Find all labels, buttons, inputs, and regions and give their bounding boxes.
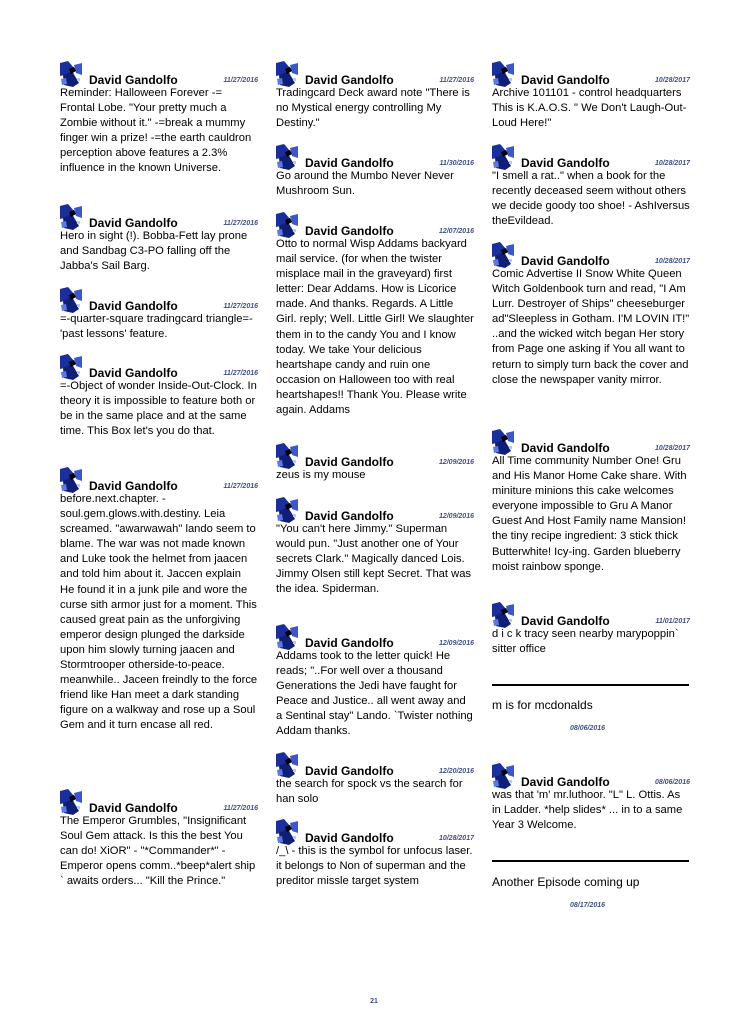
post xyxy=(492,61,690,131)
page-number: 21 xyxy=(370,998,378,1005)
post-date: 11/27/2016 xyxy=(439,77,474,84)
post-author[interactable]: David Gandolfo xyxy=(305,636,394,650)
user-avatar-icon xyxy=(60,287,82,313)
post-author[interactable]: David Gandolfo xyxy=(521,73,610,87)
post-date: 12/09/2016 xyxy=(438,640,474,647)
post-author[interactable]: David Gandolfo xyxy=(521,775,610,789)
post-date: 11/27/2016 xyxy=(223,483,258,490)
post-author[interactable]: David Gandolfo xyxy=(521,441,610,455)
post-date: 10/28/2017 xyxy=(654,77,690,84)
post-author[interactable]: David Gandolfo xyxy=(305,509,394,523)
post xyxy=(276,752,474,807)
user-avatar-icon xyxy=(60,789,82,815)
post xyxy=(492,429,690,575)
user-avatar-icon xyxy=(276,819,298,845)
post-text: was that 'm' mr.luthoor. "L" L. Ottis. As in Ladder. *help slides* ... in to a same Year 3 Welcome. xyxy=(492,789,683,832)
post-date: 10/28/2017 xyxy=(654,258,690,265)
user-avatar-icon xyxy=(60,204,82,230)
section-title[interactable]: m is for mcdonalds xyxy=(492,698,593,712)
post-text: Archive 101101 - control headquarters This is K.A.O.S. " We Don't Laugh-Out-Loud Here!" xyxy=(492,87,687,130)
post-text: "I smell a rat.." when a book for the recently deceased seem without others we decide goody too shoe! - AshIversus theEvildead. xyxy=(492,170,690,228)
post-author[interactable]: David Gandolfo xyxy=(305,831,394,845)
user-avatar-icon xyxy=(492,144,514,170)
post xyxy=(492,242,690,388)
post xyxy=(60,467,258,734)
post-author[interactable]: David Gandolfo xyxy=(89,801,178,815)
post xyxy=(276,497,474,597)
user-avatar-icon xyxy=(276,61,298,87)
post-text: "You can't here Jimmy." Superman would pun. "Just another one of Your secrets Clark." Magically danced Lois. Jimmy Olsen still kept Secret. That was the idea. Spiderman. xyxy=(276,523,472,596)
post-date: 12/09/2016 xyxy=(438,459,474,466)
post-date: 11/30/2016 xyxy=(439,160,474,167)
post-text: Reminder: Halloween Forever -= Frontal Lobe. "Your pretty much a Zombie without it." -=break a mummy finger win a prize! -=the earth cauldron perception above features a 2.3% influence in the known Universe. xyxy=(60,87,252,175)
post xyxy=(276,819,474,889)
user-avatar-icon xyxy=(492,763,514,789)
post xyxy=(276,61,474,131)
post-date: 10/28/2017 xyxy=(654,160,690,167)
post-text: Comic Advertise II Snow White Queen Witch Goldenbook turn and read, "I Am Lurr. Destroyer of Ships" cheeseburger ad"Sleepless in Gotham. I'M LOVIN IT!" ..and the wicked witch began Her story from Page one asking if You all want to return to simply turn back the cover and close the newspaper vanity mirror. xyxy=(492,268,690,386)
post-text: The Emperor Grumbles, "Insignificant Soul Gem attack. Is this the best You can do! XiOR" - "*Commander*" - Emperor opens comm..*beep*alert ship ` awaits orders... "Kill the Prince." xyxy=(60,815,256,888)
post-date: 08/06/2016 xyxy=(654,779,690,786)
user-avatar-icon xyxy=(276,212,298,238)
post-author[interactable]: David Gandolfo xyxy=(305,764,394,778)
post xyxy=(492,602,690,657)
post-author[interactable]: David Gandolfo xyxy=(89,479,178,493)
post-date: 11/27/2016 xyxy=(223,303,258,310)
post-text: d i c k tracy seen nearby marypoppin` sitter office xyxy=(492,628,679,656)
post-author[interactable]: David Gandolfo xyxy=(521,614,610,628)
post xyxy=(60,61,258,177)
post-date: 12/20/2016 xyxy=(438,768,474,775)
post xyxy=(492,144,690,229)
user-avatar-icon xyxy=(276,497,298,523)
user-avatar-icon xyxy=(276,752,298,778)
post-text: before.next.chapter. -soul.gem.glows.with.destiny. Leia screamed. "awarwawah" lando seem to blame. The war was not made known and Luke took the helmet from jaacen and told him about it. Jaccen explain He found it in a junk pile and wore the curse sith armor just for a moment. This caused great pain as the unforgiving emperor design plunged the darkside upon him slowly turning jaacen and Stormtrooper otherside-to-peace. meanwhile.. Jaceen freindly to the force friend like Han meet a dark standing figure on a walkway and rose up a Soul Gem and it turn encase all red. xyxy=(60,493,258,732)
user-avatar-icon xyxy=(492,602,514,628)
post xyxy=(60,287,258,342)
post-author[interactable]: David Gandolfo xyxy=(305,156,394,170)
post-text: the search for spock vs the search for han solo xyxy=(276,778,463,806)
post-author[interactable]: David Gandolfo xyxy=(521,156,610,170)
post xyxy=(60,789,258,889)
post-date: 11/27/2016 xyxy=(223,220,258,227)
user-avatar-icon xyxy=(60,354,82,380)
post-author[interactable]: David Gandolfo xyxy=(89,73,178,87)
post-author[interactable]: David Gandolfo xyxy=(521,254,610,268)
post xyxy=(60,354,258,439)
post-text: /_\ - this is the symbol for unfocus laser. it belongs to Non of superman and the preditor missle target system xyxy=(276,845,473,888)
post-text: zeus is my mouse xyxy=(276,469,366,481)
post-author[interactable]: David Gandolfo xyxy=(305,224,394,238)
section-date: 08/06/2016 xyxy=(570,725,606,732)
post-author[interactable]: David Gandolfo xyxy=(89,366,178,380)
section-divider xyxy=(492,684,689,686)
post-text: =-Object of wonder Inside-Out-Clock. In theory it is impossible to feature both or be in the same place and at the same time. This Box let's you do that. xyxy=(60,380,257,438)
post xyxy=(276,144,474,199)
section-title[interactable]: Another Episode coming up xyxy=(492,875,640,889)
post-author[interactable]: David Gandolfo xyxy=(305,455,394,469)
post xyxy=(276,212,474,418)
post-date: 12/09/2016 xyxy=(438,513,474,520)
post-date: 11/27/2016 xyxy=(223,77,258,84)
user-avatar-icon xyxy=(276,624,298,650)
post-text: All Time community Number One! Gru and His Manor Home Cake share. With miniture minions this cake welcomes everyone impossible to Gru A Manor Guest And Host Family name Mansion! the tiny recipe ingredient: 3 stick thick Butterwhite! Icy-ing. Garden blueberry moist rainbow sponge. xyxy=(492,455,687,573)
post-text: Otto to normal Wisp Addams backyard mail service. (for when the twister misplace mail in the graveyard) first letter: Dear Addams. How is Licorice made. And thanks. Regards. A Little Girl. reply; Well. Little Girl! We slaughter them in to the candy You and I know today. We take Your delicious heartshape candy and ruin one occasion on Halloween too with real heartshapes!! Thank You. Please write again. Addams xyxy=(276,238,474,417)
user-avatar-icon xyxy=(60,61,82,87)
user-avatar-icon xyxy=(276,443,298,469)
section-date: 08/17/2016 xyxy=(570,902,606,909)
post-author[interactable]: David Gandolfo xyxy=(305,73,394,87)
post-text: =-quarter-square tradingcard triangle=- 'past lessons' feature. xyxy=(60,313,253,341)
post-date: 11/27/2016 xyxy=(223,805,258,812)
post-date: 11/27/2016 xyxy=(223,370,258,377)
post xyxy=(60,204,258,274)
user-avatar-icon xyxy=(492,61,514,87)
post-date: 11/01/2017 xyxy=(655,618,690,625)
user-avatar-icon xyxy=(492,429,514,455)
post-date: 10/28/2017 xyxy=(654,445,690,452)
user-avatar-icon xyxy=(60,467,82,493)
post xyxy=(492,763,690,833)
post-date: 10/28/2017 xyxy=(438,835,474,842)
post-text: Addams took to the letter quick! He reads; "..For well over a thousand Generations the Jedi have faught for Peace and Justice.. all went away and a Sentinal stay" Lando. `Twister nothing Addam thanks. xyxy=(276,650,473,738)
post xyxy=(276,624,474,740)
post-text: Go around the Mumbo Never Never Mushroom Sun. xyxy=(276,170,454,198)
post-text: Tradingcard Deck award note "There is no Mystical energy controlling My Destiny." xyxy=(276,87,470,130)
section-divider xyxy=(492,860,689,862)
post-author[interactable]: David Gandolfo xyxy=(89,216,178,230)
post-text: Hero in sight (!). Bobba-Fett lay prone and Sandbag C3-PO falling off the Jabba's Sail Barg. xyxy=(60,230,248,273)
user-avatar-icon xyxy=(492,242,514,268)
post xyxy=(276,443,474,483)
post-date: 12/07/2016 xyxy=(438,228,474,235)
post-author[interactable]: David Gandolfo xyxy=(89,299,178,313)
user-avatar-icon xyxy=(276,144,298,170)
